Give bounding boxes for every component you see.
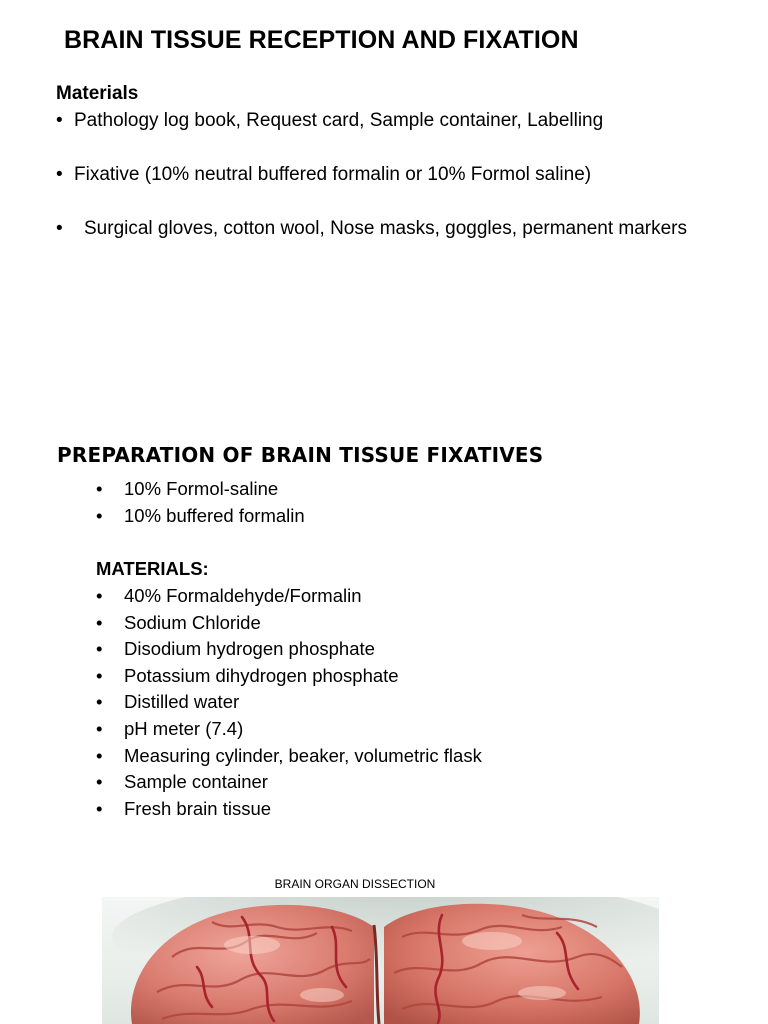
brain-photo xyxy=(102,897,659,1024)
list-item-text: 10% buffered formalin xyxy=(124,504,305,526)
list-item xyxy=(96,503,305,530)
list-item xyxy=(96,636,482,663)
list-item-text: Surgical gloves, cotton wool, Nose masks, goggles, permanent markers xyxy=(84,218,687,239)
bullet-icon: • xyxy=(96,638,103,660)
list-item xyxy=(96,663,482,690)
list-item xyxy=(96,716,482,743)
bullet-icon: • xyxy=(96,717,103,739)
preparation-materials-list xyxy=(96,583,482,822)
fixatives-list xyxy=(96,476,305,529)
bullet-icon: • xyxy=(96,691,103,713)
list-item-text: Distilled water xyxy=(124,691,240,713)
bullet-icon: • xyxy=(96,504,103,526)
page-title: BRAIN TISSUE RECEPTION AND FIXATION xyxy=(64,26,579,54)
list-item xyxy=(96,476,305,503)
bullet-icon: • xyxy=(96,771,103,793)
list-item-text: pH meter (7.4) xyxy=(124,717,244,739)
list-item xyxy=(56,216,687,242)
materials-heading: Materials xyxy=(56,83,139,104)
figure-caption: BRAIN ORGAN DISSECTION xyxy=(274,877,436,891)
section-title: PREPARATION OF BRAIN TISSUE FIXATIVES xyxy=(57,443,544,467)
list-item-text: Potassium dihydrogen phosphate xyxy=(124,664,399,686)
list-item xyxy=(96,689,482,716)
list-item-text: 40% Formaldehyde/Formalin xyxy=(124,585,362,606)
bullet-icon: • xyxy=(56,218,63,239)
bullet-icon: • xyxy=(96,585,103,606)
list-item xyxy=(96,796,482,823)
bullet-icon: • xyxy=(96,478,103,499)
brain-illustration xyxy=(102,897,659,1024)
list-item xyxy=(96,769,482,796)
list-item-text: 10% Formol-saline xyxy=(124,478,279,499)
list-item-text: Pathology log book, Request card, Sample container, Labelling xyxy=(74,110,604,131)
bullet-icon: • xyxy=(96,664,103,686)
list-item xyxy=(96,583,482,610)
list-item-text: Sample container xyxy=(124,771,268,793)
materials-subheading: MATERIALS: xyxy=(96,558,209,579)
list-item-text: Sodium Chloride xyxy=(124,611,261,633)
list-item xyxy=(56,108,603,134)
bullet-icon: • xyxy=(96,797,103,819)
list-item-text: Disodium hydrogen phosphate xyxy=(124,638,375,660)
list-item xyxy=(96,743,482,770)
list-item xyxy=(56,162,591,188)
bullet-icon: • xyxy=(56,164,63,185)
list-item-text: Measuring cylinder, beaker, volumetric flask xyxy=(124,744,482,766)
list-item-text: Fresh brain tissue xyxy=(124,797,272,819)
list-item-text: Fixative (10% neutral buffered formalin or 10% Formol saline) xyxy=(74,164,592,185)
list-item xyxy=(96,610,482,637)
bullet-icon: • xyxy=(56,110,63,131)
bullet-icon: • xyxy=(96,611,103,633)
bullet-icon: • xyxy=(96,744,103,766)
